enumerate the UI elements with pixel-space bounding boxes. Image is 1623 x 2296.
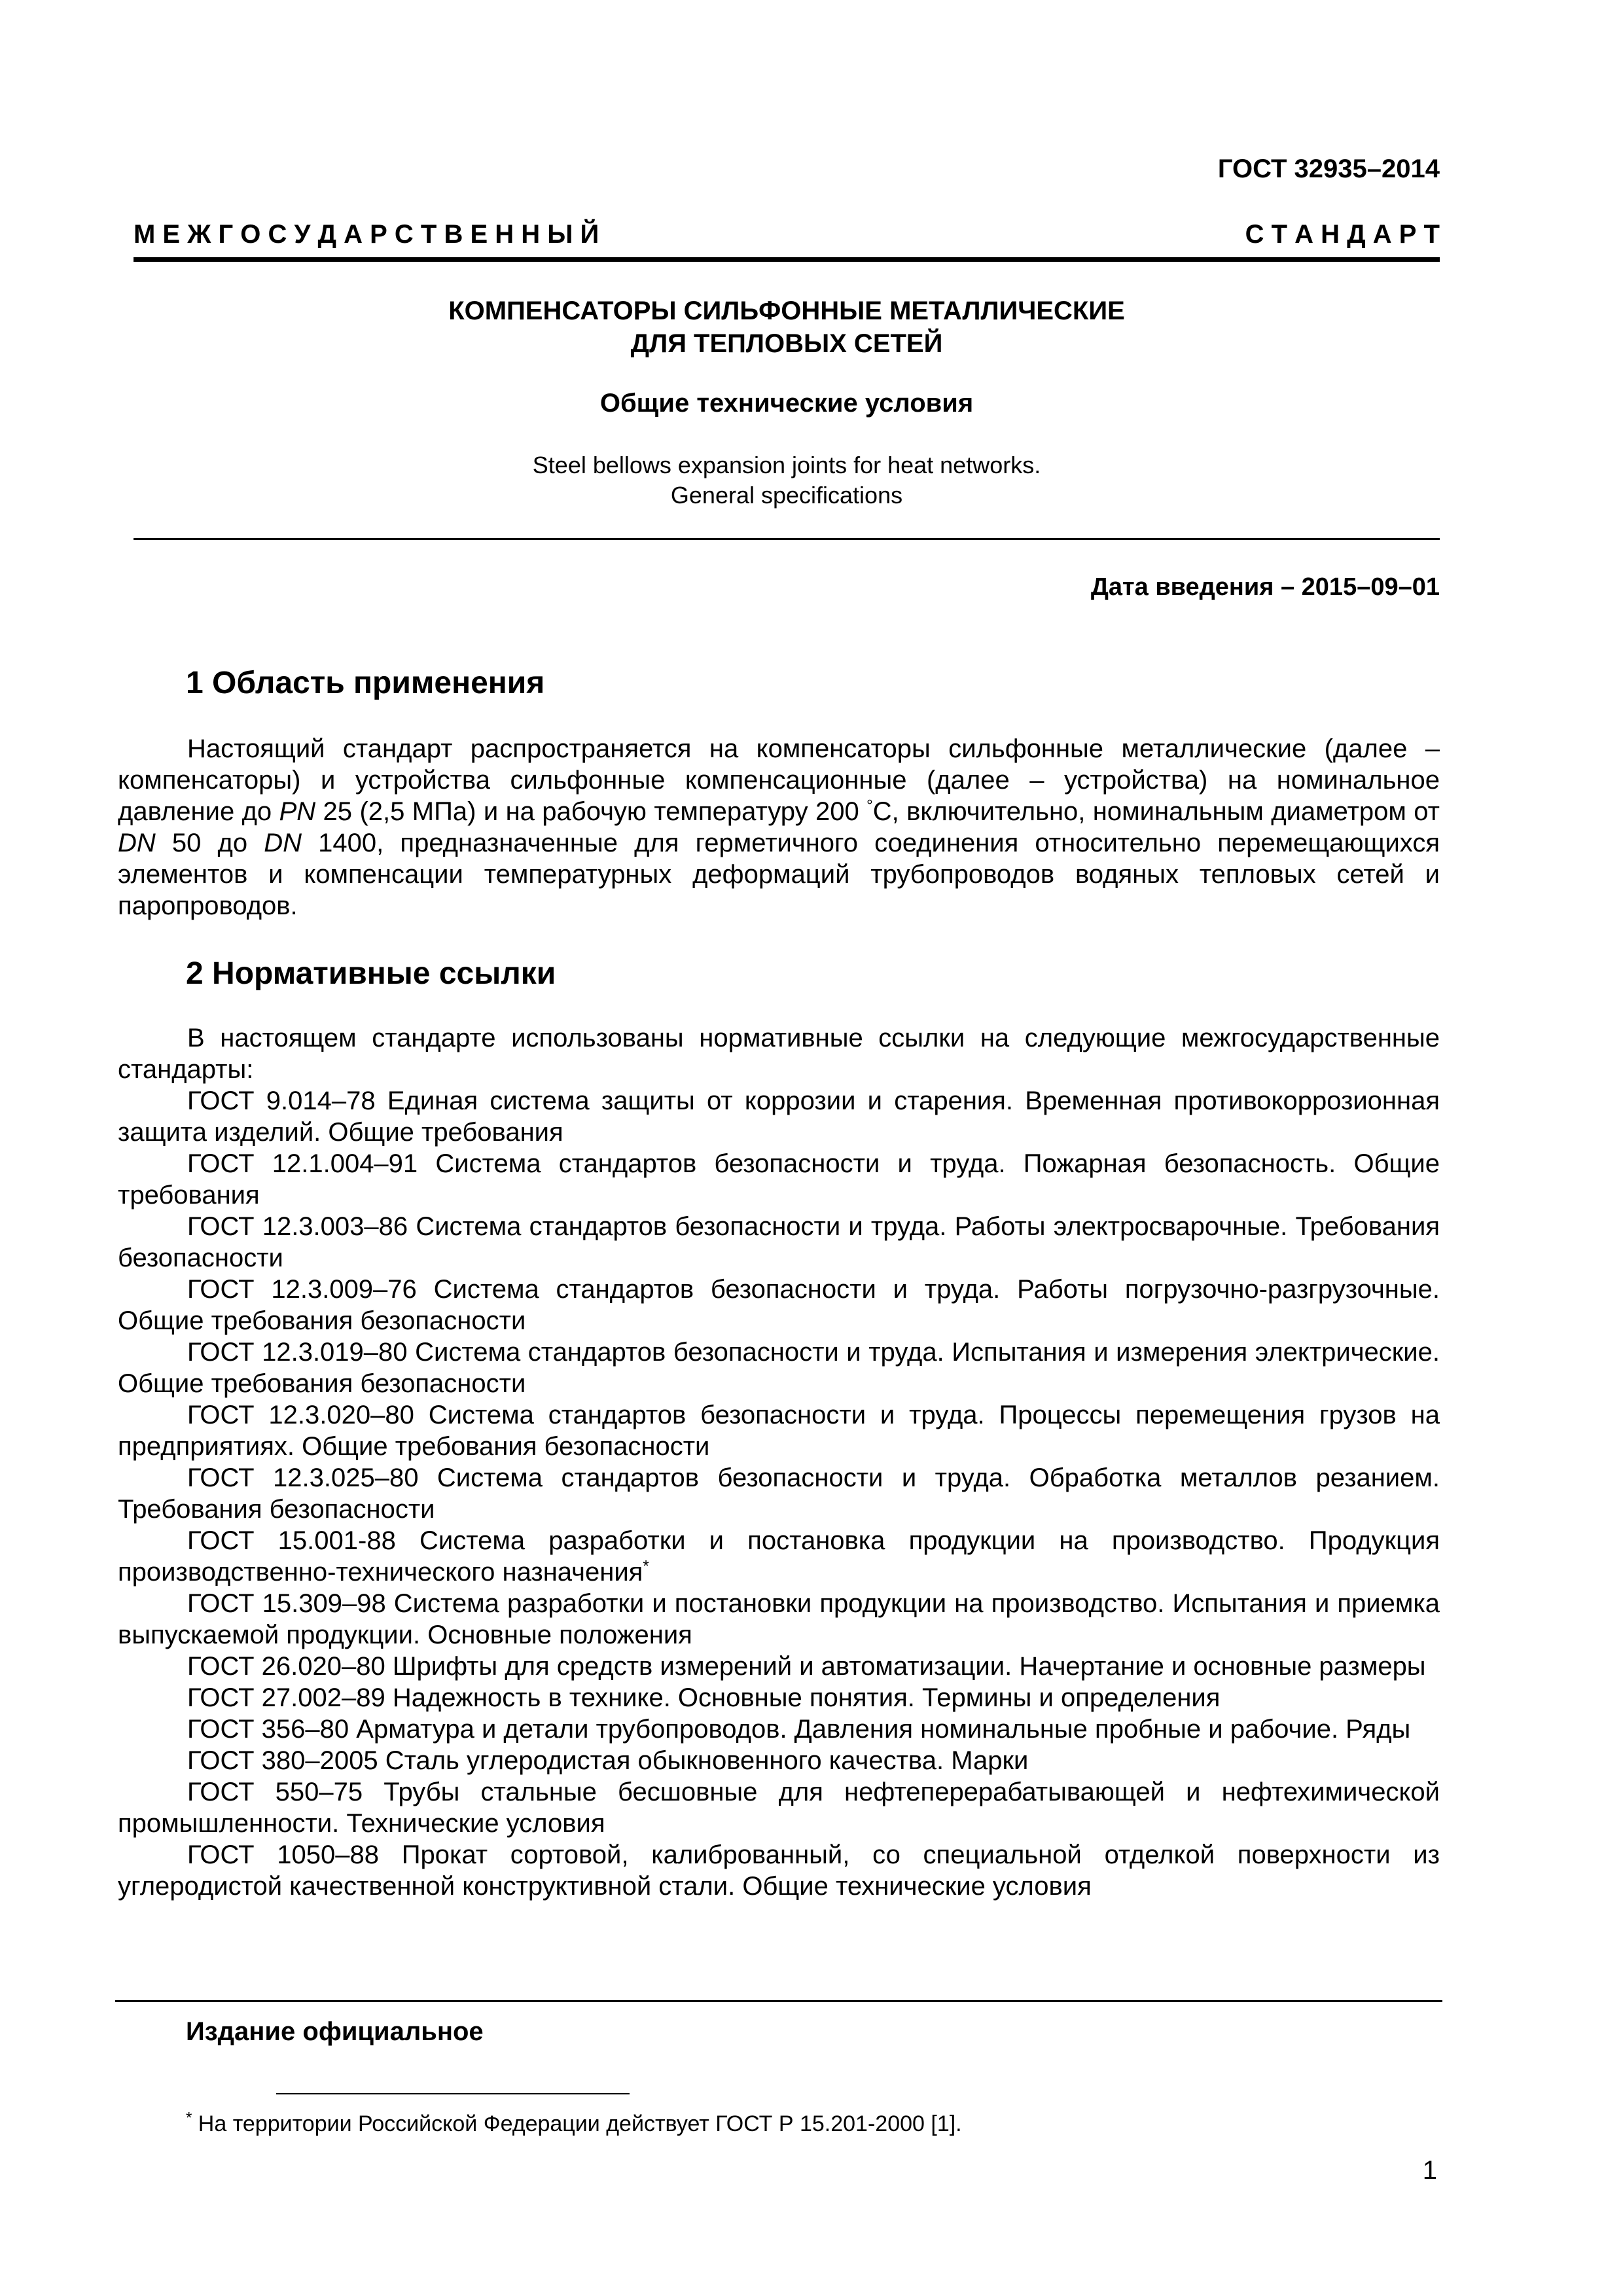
footnote-rule	[276, 2093, 630, 2094]
section-1-paragraph	[118, 733, 1440, 922]
text: Настоящий стандарт распространяется на компенсаторы сильфонные металлические (далее – компенсаторы) и устройства сильфонные компенсационные (далее – устройства) на номинальное давление до	[118, 734, 1440, 826]
reference-item: ГОСТ 12.3.025–80 Система стандартов безопасности и труда. Обработка металлов резанием. Требования безопасности	[118, 1463, 1440, 1524]
section-1-body	[118, 733, 1440, 922]
section-2-intro: В настоящем стандарте использованы нормативные ссылки на следующие межгосударственные стандарты:	[118, 1024, 1440, 1084]
introduction-date: Дата введения – 2015–09–01	[1090, 573, 1440, 601]
degree-symbol: °	[866, 797, 873, 815]
interstate-standard-banner	[134, 220, 1440, 249]
text: 50 до	[155, 829, 264, 857]
title-line-1: КОМПЕНСАТОРЫ СИЛЬФОННЫЕ МЕТАЛЛИЧЕСКИЕ	[448, 296, 1125, 325]
reference-item: ГОСТ 550–75 Трубы стальные бесшовные для нефтеперерабатывающей и нефтехимической промышленности. Технические условия	[118, 1778, 1440, 1838]
reference-item: ГОСТ 12.3.020–80 Система стандартов безопасности и труда. Процессы перемещения грузов на предприятиях. Общие требования безопасности	[118, 1401, 1440, 1461]
title-line-2: ДЛЯ ТЕПЛОВЫХ СЕТЕЙ	[630, 329, 943, 358]
reference-text: ГОСТ 15.001-88 Система разработки и постановка продукции на производство. Продукция производственно-технического назначения	[118, 1526, 1440, 1587]
document-subtitle: Общие технические условия	[599, 389, 974, 418]
section-1-heading: 1 Область применения	[186, 666, 545, 700]
reference-item: ГОСТ 12.3.009–76 Система стандартов безопасности и труда. Работы погрузочно-разгрузочные. Общие требования безопасности	[118, 1275, 1440, 1335]
footnote	[186, 2111, 962, 2137]
text: 1400, предназначенные для герметичного соединения относительно перемещающихся элементов и компенсации температурных деформаций трубопроводов водяных тепловых сетей и паропроводов.	[118, 829, 1440, 920]
reference-item: ГОСТ 9.014–78 Единая система защиты от коррозии и старения. Временная противокоррозионная защита изделий. Общие требования	[118, 1086, 1440, 1147]
english-title	[134, 450, 1440, 511]
english-title-line-1: Steel bellows expansion joints for heat networks.	[532, 452, 1041, 478]
footnote-marker: *	[186, 2109, 192, 2127]
document-title	[134, 295, 1440, 360]
section-2-heading: 2 Нормативные ссылки	[186, 956, 556, 991]
interstate-word: М Е Ж Г О С У Д А Р С Т В Е Н Н Ы Й	[134, 220, 599, 249]
reference-item: ГОСТ 12.3.019–80 Система стандартов безопасности и труда. Испытания и измерения электрические. Общие требования безопасности	[118, 1338, 1440, 1398]
english-title-line-2: General specifications	[670, 482, 903, 509]
dn-symbol: DN	[118, 829, 156, 857]
reference-item	[118, 1525, 1440, 1588]
reference-item: ГОСТ 380–2005 Сталь углеродистая обыкновенного качества. Марки	[187, 1746, 1029, 1775]
pn-symbol: PN	[279, 797, 316, 826]
reference-item: ГОСТ 356–80 Арматура и детали трубопроводов. Давления номинальные пробные и рабочие. Ряды	[187, 1715, 1411, 1744]
dn-symbol: DN	[264, 829, 302, 857]
footer-rule	[115, 2000, 1442, 2002]
page-number: 1	[1422, 2156, 1437, 2185]
text: 25 (2,5 МПа) и на рабочую температуру 200	[315, 797, 867, 826]
standard-word: С Т А Н Д А Р Т	[1245, 220, 1440, 249]
reference-item: ГОСТ 12.3.003–86 Система стандартов безопасности и труда. Работы электросварочные. Требования безопасности	[118, 1212, 1440, 1272]
footnote-marker: *	[643, 1557, 649, 1575]
top-rule	[134, 257, 1440, 262]
footnote-text: На территории Российской Федерации действует ГОСТ Р 15.201-2000 [1].	[192, 2111, 962, 2136]
gost-number: ГОСТ 32935–2014	[1217, 154, 1440, 183]
section-2-body	[118, 1022, 1440, 1902]
reference-item: ГОСТ 12.1.004–91 Система стандартов безопасности и труда. Пожарная безопасность. Общие требования	[118, 1149, 1440, 1210]
reference-item: ГОСТ 1050–88 Прокат сортовой, калиброванный, со специальной отделкой поверхности из углеродистой качественной конструктивной стали. Общие технические условия	[118, 1840, 1440, 1901]
reference-item: ГОСТ 26.020–80 Шрифты для средств измерений и автоматизации. Начертание и основные размеры	[187, 1652, 1426, 1681]
reference-item: ГОСТ 27.002–89 Надежность в технике. Основные понятия. Термины и определения	[187, 1683, 1221, 1712]
official-edition-label: Издание официальное	[186, 2017, 484, 2046]
text: С, включительно, номинальным диаметром от	[872, 797, 1440, 826]
title-rule	[134, 538, 1440, 540]
reference-item: ГОСТ 15.309–98 Система разработки и постановки продукции на производство. Испытания и приемка выпускаемой продукции. Основные положения	[118, 1589, 1440, 1649]
